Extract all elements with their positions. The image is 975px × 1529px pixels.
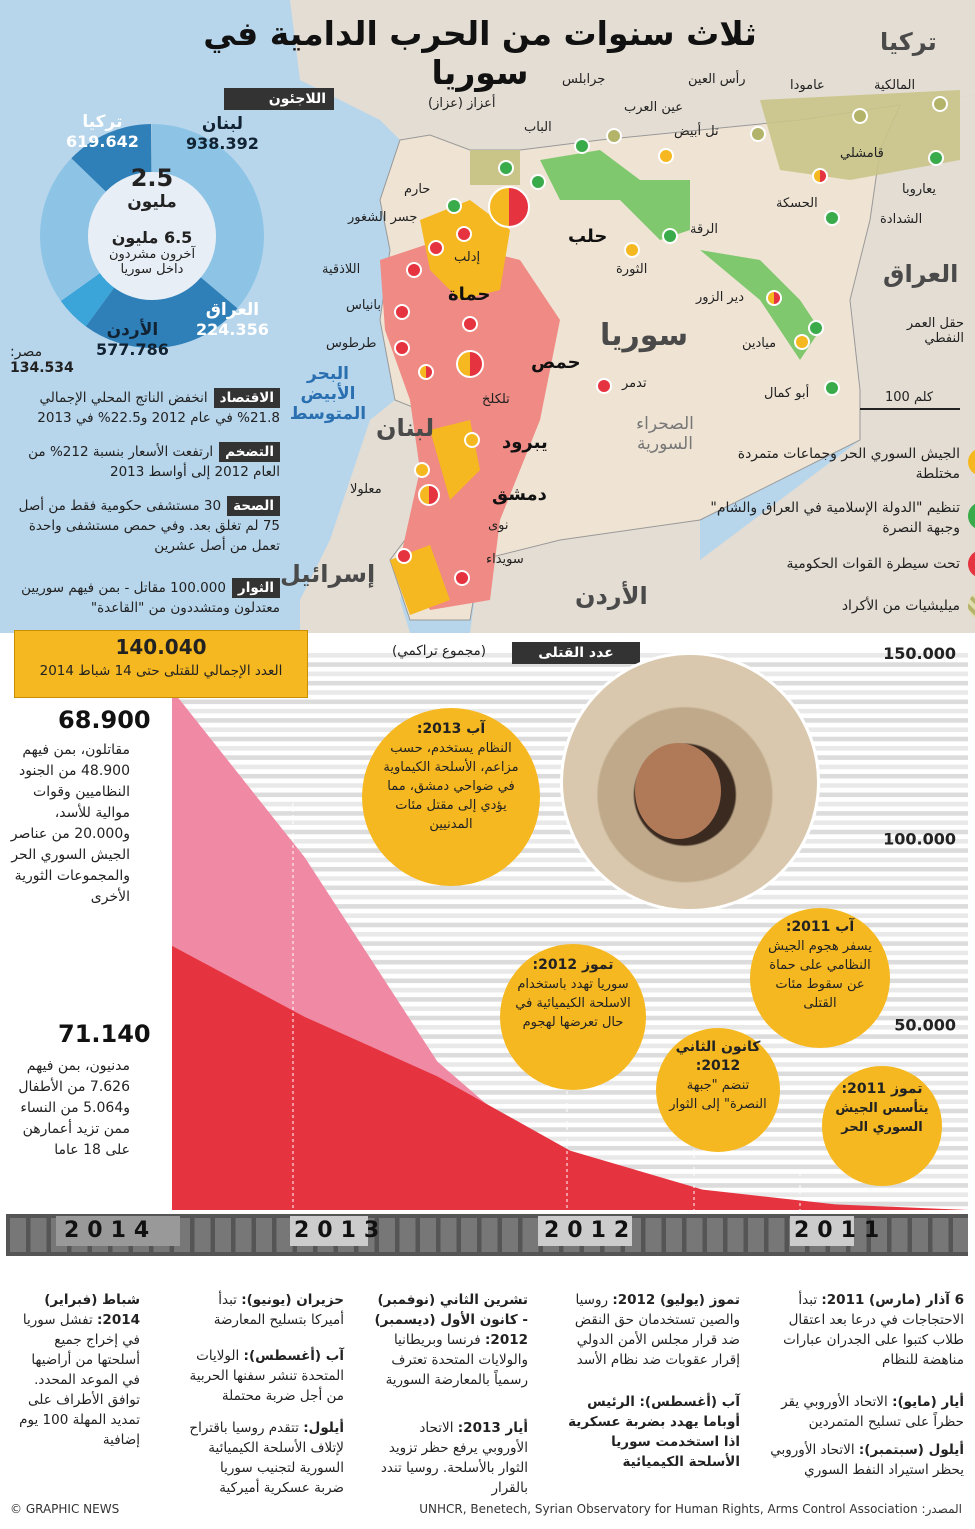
timeline-month — [646, 1218, 662, 1252]
timeline-month — [215, 1218, 231, 1252]
marker-yabroud — [464, 432, 480, 448]
tl-mar-2011: 6 آذار (مارس) 2011: تبدأ الاحتجاجات في درعا بعد اعتقال طلاب كتبوا على الجدران عبارات مناهضة للنظام — [783, 1292, 964, 1368]
timeline-month — [195, 1218, 211, 1252]
town-yarubiyah: يعاروبا — [902, 182, 936, 197]
marker-deir-ez-zor — [766, 290, 782, 306]
town-shaddadi: الشدادة — [880, 212, 923, 227]
city-aleppo: حلب — [568, 226, 608, 247]
total-number: 140.040 — [115, 635, 207, 659]
country-israel: إسرائيل — [280, 560, 376, 588]
tl-aug-2013: آب (أغسطس): الولايات المتحدة تنشر سفنها الحربية من أجل ضربة محتملة — [189, 1348, 344, 1404]
ref-lebanon: لبنان 938.392 — [186, 114, 259, 153]
timeline-month — [31, 1218, 47, 1252]
marker-nawa — [396, 548, 412, 564]
timeline-month — [666, 1218, 682, 1252]
timeline-month — [523, 1218, 539, 1252]
info-health: الصحة 30 مستشفى حكومية فقط من أصل 75 لم تغلق بعد. وفي حمص مستشفى واحدة تعمل من أصل عشرين — [18, 498, 280, 554]
town-suwayda: سويداء — [486, 552, 524, 567]
town-ras-al-ain: رأس العين — [688, 72, 746, 87]
town-hasakah: الحسكة — [776, 196, 818, 211]
town-omar-oilfield: حقل العمر النفطي — [906, 316, 964, 346]
timeline-month — [502, 1218, 518, 1252]
town-abu-kamal: أبو كمال — [764, 386, 810, 401]
marker-abu-kamal — [824, 380, 840, 396]
city-hama: حماة — [448, 284, 491, 305]
marker-aleppo — [488, 186, 530, 228]
marker-ras-al-ain — [750, 126, 766, 142]
info-economy: الاقتصاد انخفض الناتج المحلي الإجمالي 21.8% في عام 2012 و22.5% في 2013 — [37, 390, 280, 426]
marker-kobani — [606, 128, 622, 144]
marker-palmyra — [596, 378, 612, 394]
legend-isis: تنظيم "الدولة الإسلامية في العراق والشام" وجبهة النصرة — [700, 498, 960, 538]
total-box — [14, 630, 308, 698]
tl-feb-2014: شباط (فبراير) 2014: تفشل سوريا في إخراج جميع أسلحتها من أراضيها في الموعد المحدد. توافق الأطراف على تمديد المهلة 100 يوم إضافية — [19, 1292, 140, 1448]
town-azaz: أعزاز (عزاز) — [428, 96, 496, 111]
timeline-month — [482, 1218, 498, 1252]
timeline-month — [892, 1218, 908, 1252]
timeline-month — [441, 1218, 457, 1252]
legend-government: تحت سيطرة القوات الحكومية — [700, 554, 960, 574]
timeline-month — [707, 1218, 723, 1252]
bubble-jan-2012: كانون الثاني 2012: تنضم "جبهة النصرة" إلى الثوار — [656, 1028, 780, 1152]
country-turkey: تركيا — [880, 28, 937, 56]
marker-talkalakh — [418, 364, 434, 380]
desert-label: الصحراء السورية — [636, 414, 694, 454]
year-2014: 2014 — [64, 1218, 158, 1243]
town-talkalakh: تلكلخ — [482, 392, 510, 407]
marker-idlib — [456, 226, 472, 242]
tl-aug-2012: آب (أغسطس): الرئيس أوباما يهدد بضربة عسكرية اذا استخدمت سوريا الأسلحة الكيميائية — [568, 1394, 740, 1470]
photo-boy — [560, 652, 820, 912]
legend-fsa: الجيش السوري الحر وجماعات متمردة مختلطة — [700, 444, 960, 484]
civilians-text: مدنيون، بمن فيهم 7.626 من الأطفال و5.064 من النساء ممن تزيد أعمارهن على 18 عاما — [18, 1058, 130, 1158]
tl-jul-2012: تموز (يوليو) 2012: روسيا والصين تستخدمان حق النقض ضد قرار مجلس الأمن الدولي إقرار عقوبات ضد نظام الأسد — [574, 1292, 740, 1368]
timeline-month — [256, 1218, 272, 1252]
y-tick-label: 100.000 — [883, 829, 956, 849]
scale-label: 100 كلم — [885, 390, 934, 405]
town-albab: الباب — [524, 120, 552, 135]
town-jarabulus: جرابلس — [562, 72, 606, 87]
ref-jordan: الأردن 577.786 — [96, 320, 169, 359]
marker-malikiyah — [932, 96, 948, 112]
footer-credit: © GRAPHIC NEWS — [10, 1502, 120, 1516]
timeline-month — [748, 1218, 764, 1252]
ref-egypt: مصر: 134.534 — [10, 344, 74, 376]
marker-homs — [456, 350, 484, 378]
town-nawa: نوى — [488, 518, 509, 533]
marker-omar — [808, 320, 824, 336]
marker-harim — [446, 198, 462, 214]
legend-kurds: ميليشيات من الأكراد — [700, 596, 960, 616]
tl-nov-2012: تشرين الثاني (نوفمبر) - كانون الأول (ديسمبر) 2012: فرنسا وبريطانيا والولايات المتحدة تعترف رسمياً بالمعارضة السورية — [374, 1292, 528, 1388]
marker-mayadin — [794, 334, 810, 350]
town-latakia: اللاذقية — [322, 262, 361, 277]
fighters-number: 68.900 — [58, 706, 151, 734]
marker-thawrah — [624, 242, 640, 258]
country-lebanon: لبنان — [376, 414, 435, 442]
tl-sep-2013: أيلول: تتقدم روسيا باقتراح لإتلاف الأسلحة الكيميائية السورية لتجنيب سوريا ضربة عسكرية أميركية — [189, 1420, 344, 1496]
tl-sep-2011: أيلول (سبتمبر): الاتحاد الأوروبي يحظر استيراد النفط السوري — [770, 1442, 964, 1478]
timeline-month — [912, 1218, 928, 1252]
timeline-month — [461, 1218, 477, 1252]
tl-jun-2013: حزيران (يونيو): تبدأ أميركا بتسليح المعارضة — [213, 1292, 344, 1328]
deaths-header: عدد القتلى — [512, 642, 640, 664]
town-malikiyah: المالكية — [874, 78, 916, 93]
town-qamishli: قامشلي — [840, 146, 884, 161]
bubble-aug-2013: آب 2013: النظام يستخدم، حسب مزاعم، الأسلحة الكيماوية في ضواحي دمشق، مما يؤدي إلى مقتل مئات المدنيين — [362, 708, 540, 886]
grid-stripe — [172, 709, 968, 714]
city-homs: حمص — [531, 352, 581, 373]
town-idlib: إدلب — [454, 250, 481, 265]
city-damascus: دمشق — [492, 484, 547, 505]
marker-damascus — [418, 484, 440, 506]
grid-stripe — [172, 718, 968, 723]
page-title: ثلاث سنوات من الحرب الدامية في سوريا — [203, 14, 757, 92]
grid-stripe — [172, 700, 968, 705]
marker-raqqa — [662, 228, 678, 244]
town-tal-abyad: تل أبيض — [674, 124, 719, 139]
timeline-month — [933, 1218, 949, 1252]
marker-qamishli — [812, 168, 828, 184]
town-harim: حارم — [404, 182, 431, 197]
marker-maaloula — [414, 462, 430, 478]
marker-azaz — [498, 160, 514, 176]
y-tick-label: 150.000 — [883, 644, 956, 663]
marker-jarabulus — [574, 138, 590, 154]
photo-face — [635, 743, 721, 839]
timeline-month — [769, 1218, 785, 1252]
timeline-month — [400, 1218, 416, 1252]
fighters-text: مقاتلون، بمن فيهم 48.900 من الجنود النظاميين وقوات موالية للأسد، و20.000 من عناصر الجيش السوري الحر والمجموعات الثورية الأخرى — [10, 742, 130, 905]
ref-turkey: تركيا 619.642 — [66, 112, 139, 151]
marker-jisr — [428, 240, 444, 256]
marker-hasakah — [824, 210, 840, 226]
town-baniyas: بانياس — [346, 298, 381, 313]
town-mayadin: ميادين — [742, 336, 777, 351]
town-jisr-al-shughur: جسر الشغور — [348, 210, 418, 225]
timeline-month — [10, 1218, 26, 1252]
marker-hama — [462, 316, 478, 332]
country-jordan: الأردن — [575, 582, 648, 610]
timeline-month — [953, 1218, 968, 1252]
footer-source: UNHCR, Benetech, Syrian Observatory for Human Rights, Arms Control Association :المصدر — [419, 1502, 962, 1516]
bubble-jul-2012: تموز 2012: سوريا تهدد باستخدام الاسلحة الكيميائية في حال تعرضها لهجوم — [500, 944, 646, 1090]
tl-may-2013: أيار 2013: الاتحاد الأوروبي يرفع حظر تزويد الثوار بالأسلحة. روسيا تندد بالقرار — [380, 1420, 528, 1496]
country-iraq: العراق — [883, 260, 959, 288]
town-kobani: عين العرب — [624, 100, 683, 115]
info-rebels: الثوار 100.000 مقاتل - بمن فيهم سوريين معتدلون ومتشددون من "القاعدة" — [21, 580, 280, 616]
marker-tartus — [394, 340, 410, 356]
timeline-month — [236, 1218, 252, 1252]
year-2013: 2013 — [294, 1218, 388, 1243]
marker-albab — [530, 174, 546, 190]
ref-displaced: 6.5 مليون آخرون مشردون داخل سوريا — [108, 228, 196, 277]
info-inflation: التضخم ارتفعت الأسعار بنسبة 212% من العام 2012 إلى أواسط 2013 — [28, 444, 280, 480]
sea-label: البحر الأبيض المتوسط — [289, 364, 367, 424]
town-maaloula: معلولا — [350, 482, 382, 497]
marker-suwayda — [454, 570, 470, 586]
city-yabroud: يبرود — [502, 432, 548, 453]
timeline-month — [420, 1218, 436, 1252]
civilians-number: 71.140 — [58, 1020, 151, 1048]
bubble-jul-2011: تموز 2011: يتأسس الجيش السوري الحر — [822, 1066, 942, 1186]
refugees-header: اللاجئون — [224, 88, 334, 110]
ref-iraq: العراق 224.356 — [196, 300, 269, 339]
deaths-header-note: (مجموع تراكمي) — [392, 643, 487, 659]
total-caption: العدد الإجمالي للقتلى حتى 14 شباط 2014 — [39, 663, 283, 679]
town-raqqa: الرقة — [690, 222, 718, 237]
refugees-donut — [16, 88, 286, 378]
marker-baniyas — [394, 304, 410, 320]
bubble-aug-2011: آب 2011: يسفر هجوم الجيش النظامي على حماة عن سقوط مئات القتلى — [750, 908, 890, 1048]
y-tick-label: 50.000 — [894, 1015, 956, 1035]
marker-latakia — [406, 262, 422, 278]
town-palmyra: تدمر — [622, 376, 647, 391]
timeline-month — [728, 1218, 744, 1252]
tl-may-2011: أيار (مايو): الاتحاد الأوروبي يقر حظراً على تسليح المتمردين — [781, 1394, 964, 1430]
town-thawrah: الثورة — [616, 262, 648, 277]
year-2011: 2011 — [794, 1218, 888, 1243]
timeline-month — [687, 1218, 703, 1252]
town-tartus: طرطوس — [326, 336, 377, 351]
marker-yarubiyah — [928, 150, 944, 166]
town-deir-ez-zor: دير الزور — [696, 290, 745, 305]
town-amuda: عامودا — [790, 78, 825, 93]
country-syria: سوريا — [600, 318, 689, 353]
marker-amuda — [852, 108, 868, 124]
year-2012: 2012 — [544, 1218, 638, 1243]
marker-tal-abyad — [658, 148, 674, 164]
ref-center-total: 2.5 مليون — [127, 164, 177, 212]
